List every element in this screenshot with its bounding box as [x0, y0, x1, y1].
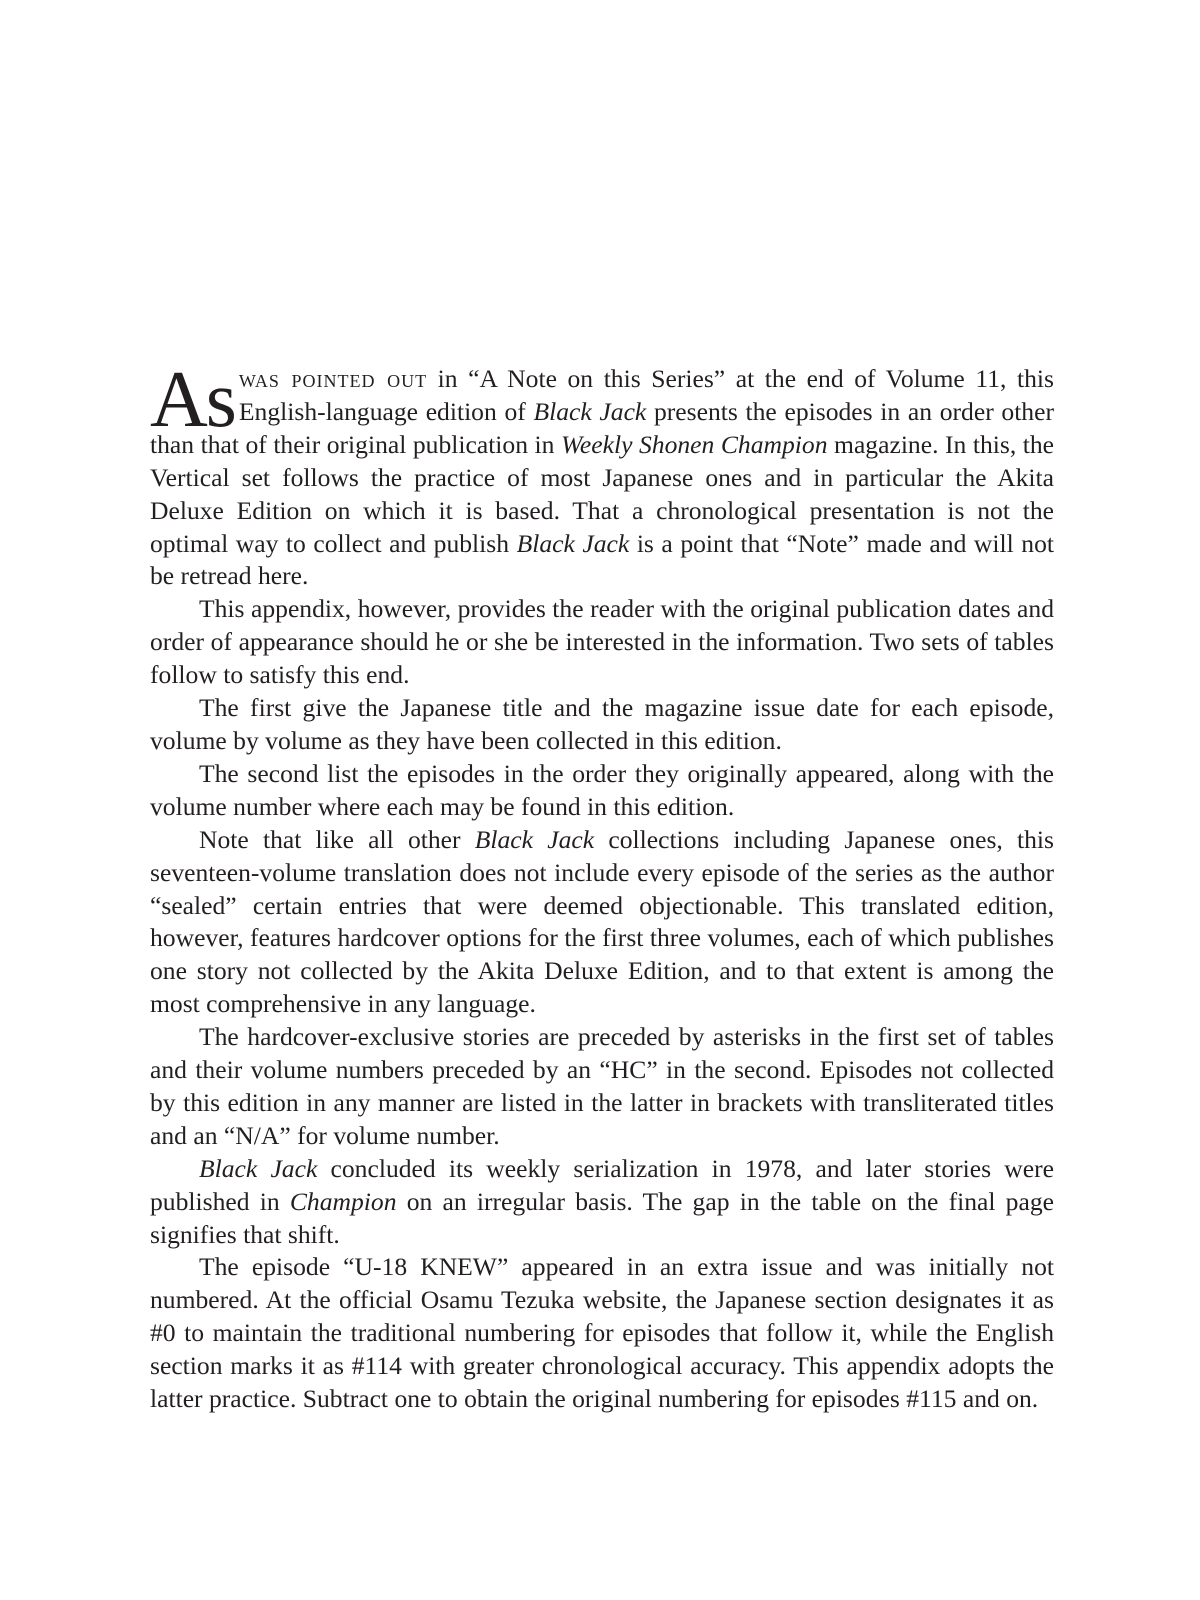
paragraph-sealed-text-c: collections including Japanese ones, this seventeen-volume translation does not include every episode of the series as the author “sealed” certain entries that were deemed objectionable. This translated edition, however, features hardcover options for the first three volumes, each of which publishes one story not collected by the Akita Deluxe Edition, and to that extent is among the most comprehensive in any language. [150, 824, 1054, 1019]
paragraph-serialization [150, 1153, 1054, 1252]
paragraph-hardcover-exclusive: The hardcover-exclusive stories are preceded by asterisks in the first set of tables and their volume numbers preceded by an “HC” in the second. Episodes not collected by this edition in any manner are listed in the latter in brackets with transliterated titles and an “N/A” for volume number. [150, 1022, 1054, 1150]
paragraph-numbering: The episode “U-18 KNEW” appeared in an extra issue and was initially not numbered. At the official Osamu Tezuka website, the Japanese section designates it as #0 to maintain the traditional numbering for episodes that follow it, while the English section marks it as #114 with greater chronological accuracy. This appendix adopts the latter practice. Subtract one to obtain the original numbering for episodes #115 and on. [150, 1252, 1054, 1414]
lead-in-small-caps: was pointed out [238, 364, 428, 393]
paragraph-serialization-text-d: on an irregular basis. The gap in the table on the final page signifies that shift. [150, 1186, 1054, 1249]
title-black-jack: Black Jack [199, 1153, 318, 1183]
drop-cap: As [150, 356, 235, 444]
paragraph-second-list: The second list the episodes in the order they originally appeared, along with the volume number where each may be found in this edition. [150, 758, 1054, 821]
title-black-jack: Black Jack [516, 528, 630, 558]
paragraph-appendix-purpose: This appendix, however, provides the reader with the original publication dates and order of appearance should he or she be interested in the information. Two sets of tables follow to satisfy this end. [150, 594, 1054, 690]
appendix-text [150, 356, 1054, 1416]
paragraph-intro-text-c: presents the episodes in an order other than that of their original publication in [150, 396, 1054, 459]
paragraph-first-tables: The first give the Japanese title and the magazine issue date for each episode, volume by volume as they have been collected in this edition. [150, 693, 1054, 755]
paragraph-intro [150, 356, 1054, 593]
title-champion: Champion [289, 1186, 397, 1216]
paragraph-sealed-text-a: Note that like all other [199, 824, 475, 854]
paragraph-intro-text-e: magazine. In this, the Vertical set follows the practice of most Japanese ones and in particular the Akita Deluxe Edition on which it is based. That a chronological presentation is not the optimal way to collect and publish [150, 429, 1054, 558]
title-black-jack: Black Jack [533, 396, 647, 426]
paragraph-sealed-episodes [150, 824, 1054, 1021]
paragraph-intro-text-g: is a point that “Note” made and will not be retread here. [150, 528, 1054, 591]
paragraph-serialization-text-b: concluded its weekly serialization in 1978, and later stories were published in [150, 1153, 1054, 1216]
title-black-jack: Black Jack [474, 824, 595, 854]
title-weekly-shonen-champion: Weekly Shonen Champion [560, 429, 828, 459]
paragraph-intro-text-a: in “A Note on this Series” at the end of Volume 11, this English-language edition of [238, 364, 1054, 426]
